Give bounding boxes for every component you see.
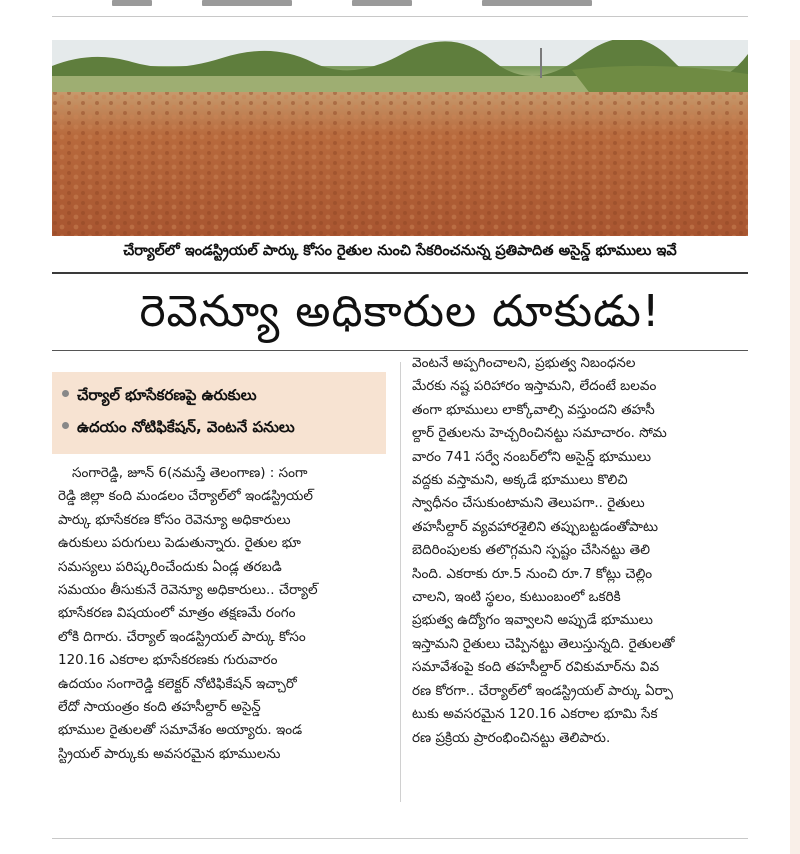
body-line: సమస్యలు పరిష్కరించేందుకు ఏండ్ల తరబడి [58,558,282,575]
photo-caption: చేర్యాల్‌లో ఇండస్ట్రియల్‌ పార్కు కోసం రైతుల నుంచి సేకరించనున్న ప్రతిపాదిత అసైన్డ్‌ భూములు ఇవే [123,243,677,259]
body-line: సమావేశంపై కంది తహసీల్దార్‌ రవికుమార్‌ను వివ [412,659,660,676]
body-line: భూసేకరణ విషయంలో మాత్రం తక్షణమే రంగం [58,605,296,622]
cropped-previous-text [52,0,748,10]
headline-divider [52,350,748,351]
body-line: వద్దకు వస్తామని, అక్కడే భూములు కొలిచి [412,472,628,489]
body-line: పార్కు భూసేకరణ కోసం రెవెన్యూ అధికారులు [58,511,291,528]
caption-divider [52,272,748,274]
body-line: రణ కోరగా.. చేర్యాల్‌లో ఇండస్ట్రియల్‌ పార్కు ఏర్పా [412,682,674,699]
headline: రెవెన్యూ అధికారుల దూకుడు! [139,286,661,337]
body-line: మేరకు నష్ట పరిహారం ఇస్తామని, లేదంటే బలవం [412,378,657,395]
body-line: టుకు అవసరమైన 120.16 ఎకరాల భూమి సేక [412,706,658,723]
body-line: రణ ప్రక్రియ ప్రారంభించినట్టు తెలిపారు. [412,729,611,746]
highlights-box [52,372,386,454]
body-line: ఉరుకులు పరుగులు పెడుతున్నారు. రైతుల భూ [58,535,301,552]
highlight-text: ఉదయం నోటిఫికేషన్‌, వెంటనే పనులు [77,418,295,436]
left-column [58,462,386,766]
body-line: ఉదయం సంగారెడ్డి కలెక్టర్‌ నోటిఫికేషన్‌ ఇచ్చారో [58,675,297,692]
body-line: బెదిరింపులకు తలొగ్గమని స్పష్టం చేసినట్టు తెలి [412,542,650,559]
body-line: భూముల రైతులతో సమావేశం అయ్యారు. ఇండ [58,722,303,739]
right-column [412,352,748,750]
body-line: సమయం తీసుకునే రెవెన్యూ అధికారులు.. చేర్యాల్‌ [58,582,318,599]
body-line: వెంటనే అప్పగించాలని, ప్రభుత్వ నిబంధనల [412,355,636,371]
column-divider [400,362,401,802]
body-line: ప్రభుత్వ ఉద్యోగం ఇవ్వాలని అప్పుడే భూములు [412,612,653,629]
body-line: స్వాధీనం చేసుకుంటామని తెలుపగా.. రైతులు [412,495,645,512]
bullet-dot-icon [62,390,69,397]
body-line: స్ట్రియల్‌ పార్కుకు అవసరమైన భూములను [58,745,281,762]
body-line: రెడ్డి జిల్లా కంది మండలం చేర్యాల్‌లో ఇండస్ట్రియల్‌ [58,488,313,505]
body-line: లేదో సాయంత్రం కంది తహసీల్దార్‌ అసైన్డ్‌ [58,699,261,716]
body-line: తహసీల్దార్‌ వ్యవహారశైలిని తప్పుబట్టడంతోపాటు [412,518,659,535]
body-line: లోకి దిగారు. చేర్యాల్‌ ఇండస్ట్రియల్‌ పార్కు కోసం [58,628,306,645]
body-line: చాలని, ఇంటి స్థలం, కుటుంబంలో ఒకరికి [412,589,621,606]
body-line: ఇస్తామని రైతులు చెప్పినట్టు తెలుస్తున్నది. రైతులతో [412,635,675,652]
adjacent-column-edge [790,40,800,854]
body-line: తంగా భూములు లాక్కోవాల్సి వస్తుందని తహసీ [412,401,655,418]
field-photo [52,40,748,236]
body-line: సంగారెడ్డి, జూన్‌ 6(నమస్తే తెలంగాణ) : సంగా [72,465,308,481]
highlight-item [62,386,257,408]
bottom-divider [52,838,748,839]
body-line: వారం 741 సర్వే నంబర్‌లోని అసైన్డ్‌ భూములు [412,448,652,465]
body-line: సింది. ఎకరాకు రూ.5 నుంచి రూ.7 కోట్లు చెల్లిం [412,565,653,582]
top-divider [52,16,748,17]
body-line: 120.16 ఎకరాల భూసేకరణకు గురువారం [58,652,278,669]
highlight-text: చేర్యాల్‌ భూసేకరణపై ఉరుకులు [77,386,257,404]
bullet-dot-icon [62,422,69,429]
body-line: ల్దార్‌ రైతులను హెచ్చరించినట్టు సమాచారం. సోమ [412,425,667,442]
field-landscape-image [52,40,748,236]
highlight-item [62,418,295,440]
